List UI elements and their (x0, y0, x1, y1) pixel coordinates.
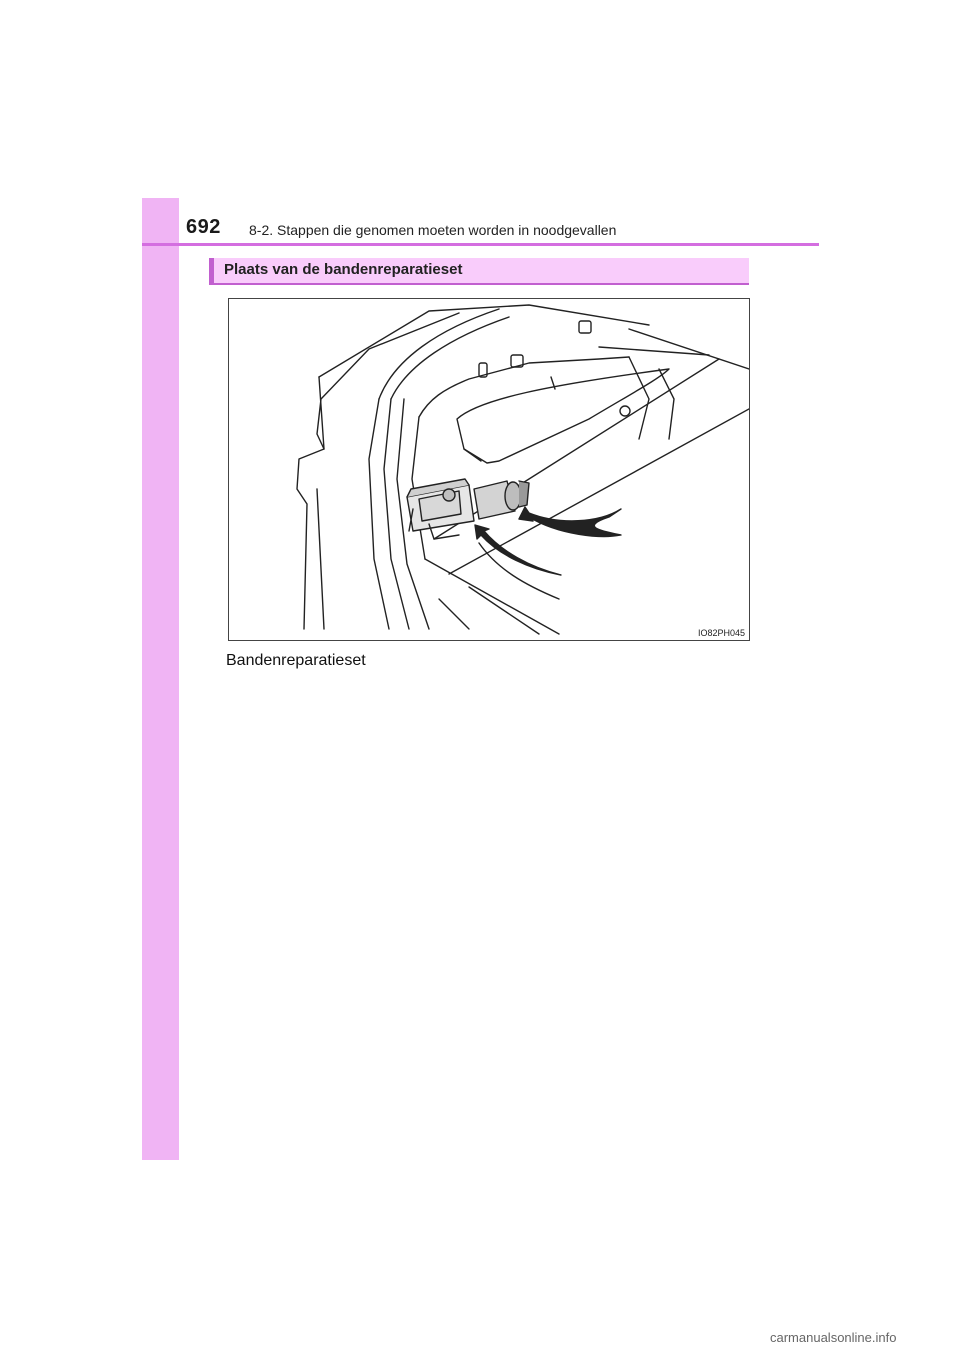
section-heading-bar (209, 258, 214, 285)
chapter-title: 8-2. Stappen die genomen moeten worden in noodgevallen (249, 222, 617, 238)
trunk-illustration (228, 298, 750, 641)
section-heading (209, 258, 749, 285)
figure-code: IO82PH045 (697, 628, 745, 638)
section-title: Plaats van de bandenreparatieset (224, 261, 463, 278)
header-rule (142, 243, 819, 246)
figure-caption: Bandenreparatieset (226, 652, 366, 669)
page-number: 692 (186, 216, 221, 238)
watermark[interactable]: carmanualsonline.info (770, 1330, 897, 1345)
side-tab (142, 198, 179, 1160)
trunk-illustration-drawing (229, 299, 749, 640)
